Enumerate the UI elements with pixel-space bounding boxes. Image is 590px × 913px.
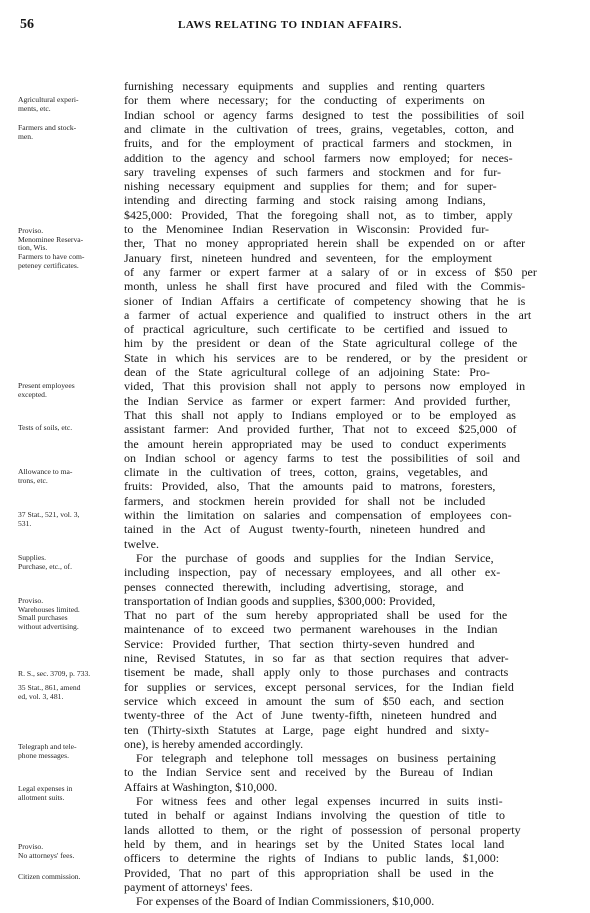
body-line: tuted in behalf or against Indians involving the question of title to: [124, 808, 505, 823]
body-line: fruits: Provided, also, That the amounts paid to matrons, foresters,: [124, 479, 496, 494]
body-line: For witness fees and other legal expenses incurred in suits insti-: [136, 794, 503, 808]
body-line: furnishing necessary equipments and supplies and renting quarters: [124, 79, 485, 93]
running-head: LAWS RELATING TO INDIAN AFFAIRS.: [178, 19, 403, 31]
body-line: within the limitation on salaries and compensation of employees con-: [124, 508, 512, 522]
body-line: service which exceed in amount the sum of $50 each, and section: [124, 693, 504, 708]
body-line: tained in the Act of August twenty-fourth, nineteen hundred and: [124, 522, 486, 537]
page-number: 56: [20, 17, 34, 32]
body-line: Indian school or agency farms designed to test the possibilities of soil: [124, 107, 525, 122]
margin-note: 35 Stat., 861, amend ed, vol. 3, 481.: [18, 683, 81, 701]
body-line: officers to determine the rights of Indians to public lands, $1,000:: [124, 851, 500, 866]
body-line: him by the president or dean of the State agricultural college of the: [124, 336, 518, 351]
body-line: For telegraph and telephone toll messages on business pertaining: [136, 751, 496, 766]
body-line: maintenance of to exceed two permanent warehouses in the Indian: [124, 622, 498, 637]
body-line: Provided, That no part of this appropriation shall be used in the: [124, 865, 494, 880]
body-line: the Indian Service as farmer or expert farmer: And provided further,: [124, 393, 511, 408]
body-line: payment of attorneys' fees.: [124, 879, 253, 894]
body-line: addition to the agency and school farmers now employed; for neces-: [124, 150, 513, 165]
margin-note: Agricultural experi- ments, etc.: [18, 95, 79, 113]
body-line: January first, nineteen hundred and seventeen, for the employment: [124, 250, 492, 265]
body-line: intending and directing farming and stock raising among Indians,: [124, 193, 486, 208]
body-line: one), is hereby amended accordingly.: [124, 736, 304, 751]
body-line: sary traveling expenses of such farmers and stockmen and for fur-: [124, 164, 501, 179]
body-line: transportation of Indian goods and supplies, $300,000: Provided,: [124, 593, 436, 608]
margin-note: 37 Stat., 521, vol. 3, 531.: [18, 510, 80, 528]
body-line: climate in the cultivation of trees, cotton, grains, vegetables, and: [124, 465, 488, 480]
body-line: nishing necessary equipment and supplies for them; and for super-: [124, 179, 497, 194]
margin-note: Citizen commission.: [18, 872, 81, 881]
body-line: Service: Provided further, That section thirty-seven hundred and: [124, 636, 475, 651]
body-line: For expenses of the Board of Indian Commissioners, $10,000.: [136, 894, 435, 909]
body-line: That no part of the sum hereby appropriated shall be used for the: [124, 608, 508, 623]
body-line: fruits, and for the employment of practical farmers and stockmen, in: [124, 136, 512, 151]
margin-note: Legal expenses in allotment suits.: [18, 784, 73, 802]
body-line: nine, Revised Statutes, in so far as that section requires that adver-: [124, 651, 509, 665]
body-line: State in which his services are to be rendered, or by the president or: [124, 350, 528, 365]
body-line: for them where necessary; for the conducting of experiments on: [124, 93, 485, 108]
margin-note: Allowance to ma- trons, etc.: [18, 467, 73, 485]
body-line: tisement be made, shall apply only to those purchases and contracts: [124, 665, 509, 680]
body-line: the amount herein appropriated may be used to conduct experiments: [124, 436, 507, 451]
body-line: of any farmer or expert farmer at a salary of or in excess of $50 per: [124, 264, 537, 279]
body-line: That this shall not apply to Indians employed or to be employed as: [124, 407, 516, 422]
margin-note: Tests of soils, etc.: [18, 423, 73, 432]
body-line: penses connected therewith, including advertising, storage, and: [124, 579, 464, 594]
body-line: twelve.: [124, 536, 159, 551]
body-line: to the Menominee Indian Reservation in Wisconsin: Provided fur-: [124, 222, 489, 236]
margin-note: Proviso. Menominee Reserva- tion, Wis.: [18, 226, 84, 253]
body-line: for supplies or services, except personal services, for the Indian field: [124, 679, 514, 694]
body-line: ther, That no money appropriated herein shall be expended on or after: [124, 236, 526, 251]
body-line: ten (Thirty-sixth Statutes at Large, page eight hundred and sixty-: [124, 722, 490, 737]
body-line: of practical agriculture, such certificate to be certified and issued to: [124, 322, 508, 337]
body-line: on Indian school or agency farms to test the possibilities of soil and: [124, 450, 520, 465]
body-line: held by them, and in hearings set by the United States local land: [124, 836, 505, 851]
body-line: lands allotted to them, or the right of possession of personal property: [124, 822, 521, 837]
body-line: For the purchase of goods and supplies for the Indian Service,: [136, 550, 494, 565]
margin-note: Present employees excepted.: [18, 381, 75, 399]
body-line: to the Indian Service sent and received by the Bureau of Indian: [124, 765, 493, 780]
body-line: sioner of Indian Affairs a certificate of competency showing that he is: [124, 293, 526, 308]
body-line: $425,000: Provided, That the foregoing shall not, as to timber, apply: [124, 207, 513, 222]
body-line: month, unless he shall first have procured and filed with the Commis-: [124, 279, 526, 294]
margin-note: Farmers to have com- peteney certificates.: [18, 252, 85, 270]
margin-note: Supplies. Purchase, etc., of.: [18, 553, 72, 571]
margin-note: Proviso. Warehouses limited. Small purchases without advertising.: [18, 596, 80, 631]
margin-note: Telegraph and tele- phone messages.: [18, 742, 77, 760]
margin-note: R. S., sec. 3709, p. 733.: [18, 669, 91, 678]
body-line: vided, That this provision shall not apply to persons now employed in: [124, 379, 526, 394]
body-line: farmers, and stockmen herein provided for shall not be included: [124, 493, 486, 508]
margin-note: Proviso. No attorneys' fees.: [18, 842, 75, 860]
body-line: Affairs at Washington, $10,000.: [124, 779, 278, 794]
body-line: dean of the State agricultural college of an adjoining State: Pro-: [124, 365, 490, 379]
body-line: including inspection, pay of necessary employees, and all other ex-: [124, 565, 501, 580]
body-line: assistant farmer: And provided further, That not to exceed $25,000 of: [124, 422, 517, 437]
body-line: and climate in the cultivation of trees, grains, vegetables, cotton, and: [124, 121, 514, 136]
body-line: twenty-three of the Act of June twenty-fifth, nineteen hundred and: [124, 708, 497, 723]
body-line: a farmer of actual experience and qualified to instruct others in the art: [124, 307, 532, 322]
margin-note: Farmers and stock- men.: [18, 123, 77, 141]
